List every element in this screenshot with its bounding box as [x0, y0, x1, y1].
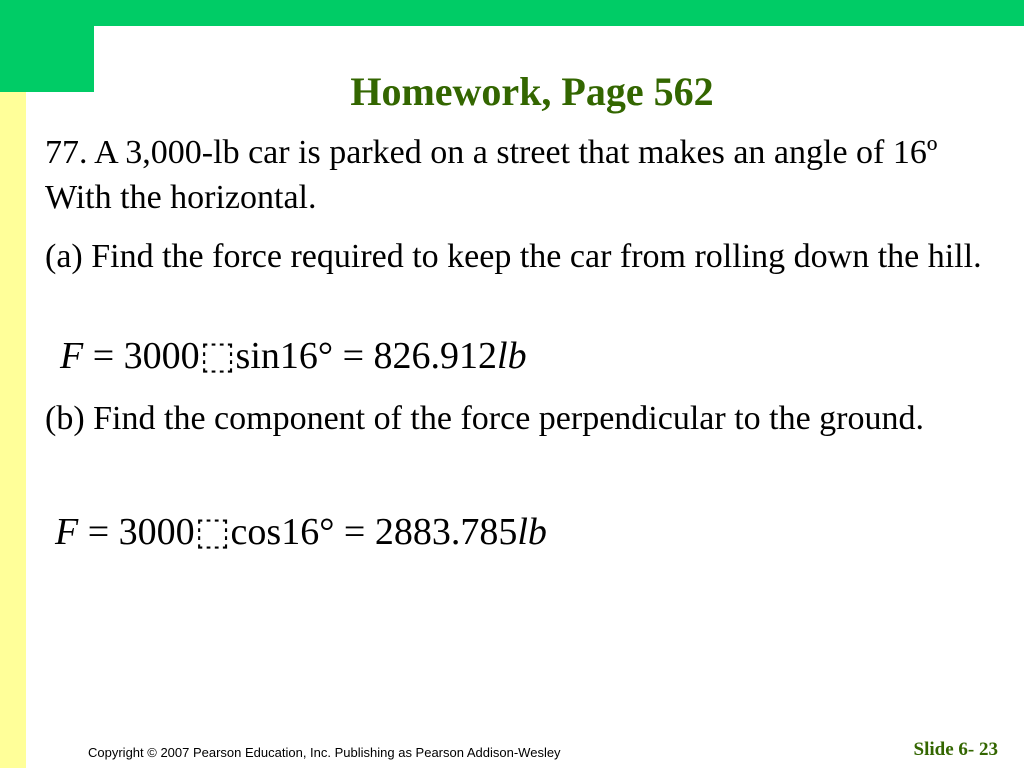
- equals-sign: =: [334, 511, 375, 553]
- equation-result: 2883.785: [374, 511, 518, 553]
- equals-sign: =: [333, 335, 374, 377]
- copyright-notice: Copyright © 2007 Pearson Education, Inc. Publishing as Pearson Addison-Wesley: [88, 745, 561, 760]
- top-accent-bar: [94, 0, 1024, 26]
- slide-number: Slide 6- 23: [913, 739, 998, 760]
- equation-variable: F: [55, 511, 79, 553]
- equation-unit: lb: [517, 511, 547, 553]
- equation-expression: 3000⬚sin16°: [123, 335, 334, 377]
- equation-expression: 3000⬚cos16°: [118, 511, 335, 553]
- equals-sign: =: [83, 335, 124, 377]
- left-accent-strip: [0, 0, 26, 768]
- part-a-equation: [60, 334, 527, 378]
- part-b-question: (b) Find the component of the force perpendicular to the ground.: [45, 400, 925, 437]
- corner-accent-block: [0, 0, 94, 92]
- equals-sign: =: [78, 511, 119, 553]
- part-a-question: (a) Find the force required to keep the car from rolling down the hill.: [45, 238, 982, 275]
- equation-variable: F: [60, 335, 84, 377]
- slide-title: Homework, Page 562: [350, 69, 714, 114]
- equation-result: 826.912: [373, 335, 498, 377]
- equation-unit: lb: [497, 335, 527, 377]
- part-b-equation: [55, 510, 547, 554]
- problem-statement: 77. A 3,000-lb car is parked on a street that makes an angle of 16º With the horizontal.: [45, 134, 938, 216]
